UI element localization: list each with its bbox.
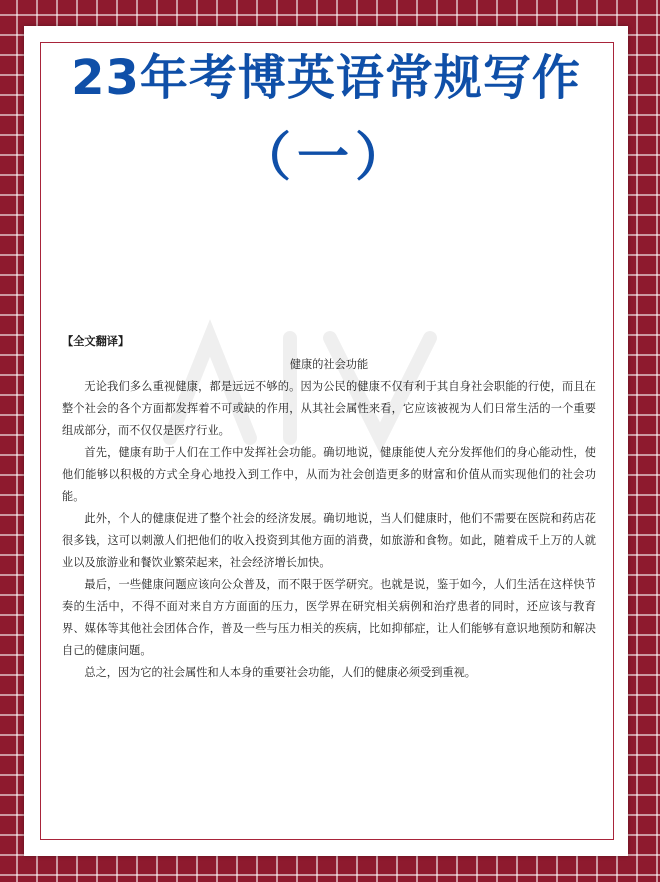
document-title: 健康的社会功能 <box>289 358 369 371</box>
page-title: 23年考博英语常规写作 <box>71 50 581 106</box>
paragraph: 首先，健康有助于人们在工作中发挥社会功能。确切地说，健康能使人充分发挥他们的身心能动性，使他们能够以积极的方式全身心地投入到工作中，从而为社会创造更多的财富和价值从而实现他们的社会功能。 <box>62 446 596 503</box>
paragraph: 无论我们多么重视健康，都是远远不够的。因为公民的健康不仅有利于其自身社会职能的行使，而且在整个社会的各个方面都发挥着不可或缺的作用，从其社会属性来看，它应该被视为人们日常生活的一个重要组成部分，而不仅仅是医疗行业。 <box>62 380 596 437</box>
paragraph: 总之，因为它的社会属性和人本身的重要社会功能，人们的健康必须受到重视。 <box>84 666 476 679</box>
translation-document <box>62 330 596 684</box>
section-label: 【全文翻译】 <box>62 334 130 348</box>
page-subtitle: （一） <box>238 128 413 188</box>
paragraph: 此外，个人的健康促进了整个社会的经济发展。确切地说，当人们健康时，他们不需要在医院和药店花很多钱，这可以刺激人们把他们的收入投资到其他方面的消费，如旅游和食物。如此，随着成千上万的人就业以及旅游业和餐饮业繁荣起来，社会经济增长加快。 <box>62 512 596 569</box>
paragraph: 最后，一些健康问题应该向公众普及，而不限于医学研究。也就是说，鉴于如今，人们生活在这样快节奏的生活中，不得不面对来自方方面面的压力，医学界在研究相关病例和治疗患者的同时，还应该与教育界、媒体等其他社会团体合作，普及一些与压力相关的疾病，比如抑郁症，让人们能够有意识地预防和解决自己的健康问题。 <box>62 578 596 657</box>
